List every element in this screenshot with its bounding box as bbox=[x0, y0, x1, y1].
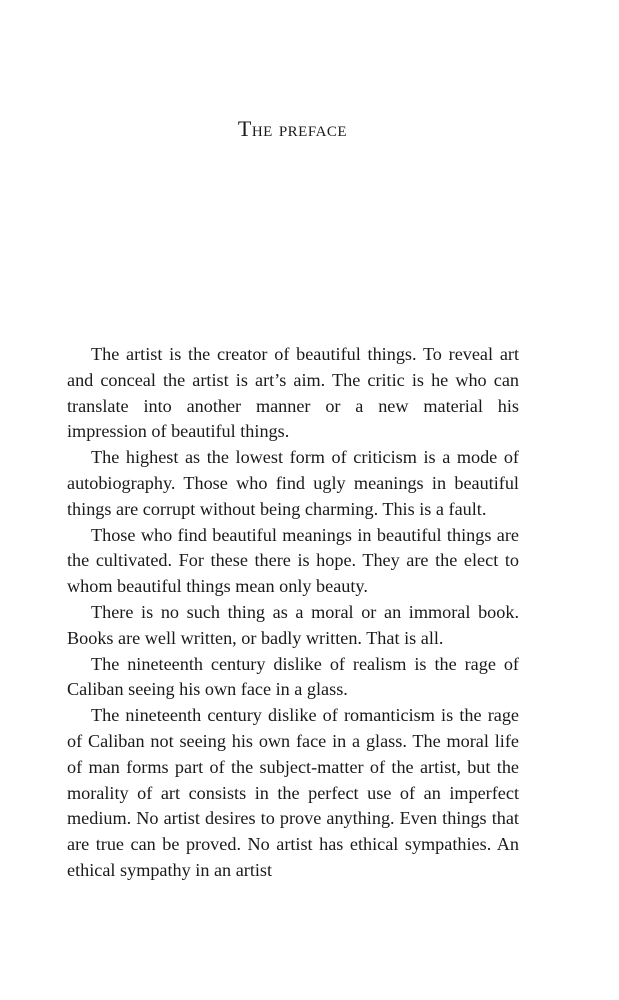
paragraph: The nineteenth century dislike of romanticism is the rage of Caliban not seeing his own face in a glass. The moral life of man forms part of the subject-matter of the artist, but the morality of art consists in the perfect use of an imperfect medium. No artist desires to prove anything. Even things that are true can be proved. No artist has ethical sympathies. An ethical sympathy in an artist bbox=[67, 705, 519, 880]
paragraph: The highest as the lowest form of criticism is a mode of autobiography. Those who find ugly meanings in beautiful things are corrupt without being charming. This is a fault. bbox=[67, 447, 519, 519]
paragraph: There is no such thing as a moral or an immoral book. Books are well written, or badly written. That is all. bbox=[67, 601, 519, 648]
paragraph: The artist is the creator of beautiful things. To reveal art and conceal the artist is art’s aim. The critic is he who can translate into another manner or a new material his impression of beautiful things. bbox=[67, 344, 519, 442]
preface-text bbox=[67, 342, 519, 884]
paragraph: The nineteenth century dislike of realism is the rage of Caliban seeing his own face in a glass. bbox=[67, 653, 519, 700]
chapter-title: The preface bbox=[237, 116, 348, 141]
paragraph: Those who find beautiful meanings in beautiful things are the cultivated. For these there is hope. They are the elect to whom beautiful things mean only beauty. bbox=[67, 524, 519, 597]
